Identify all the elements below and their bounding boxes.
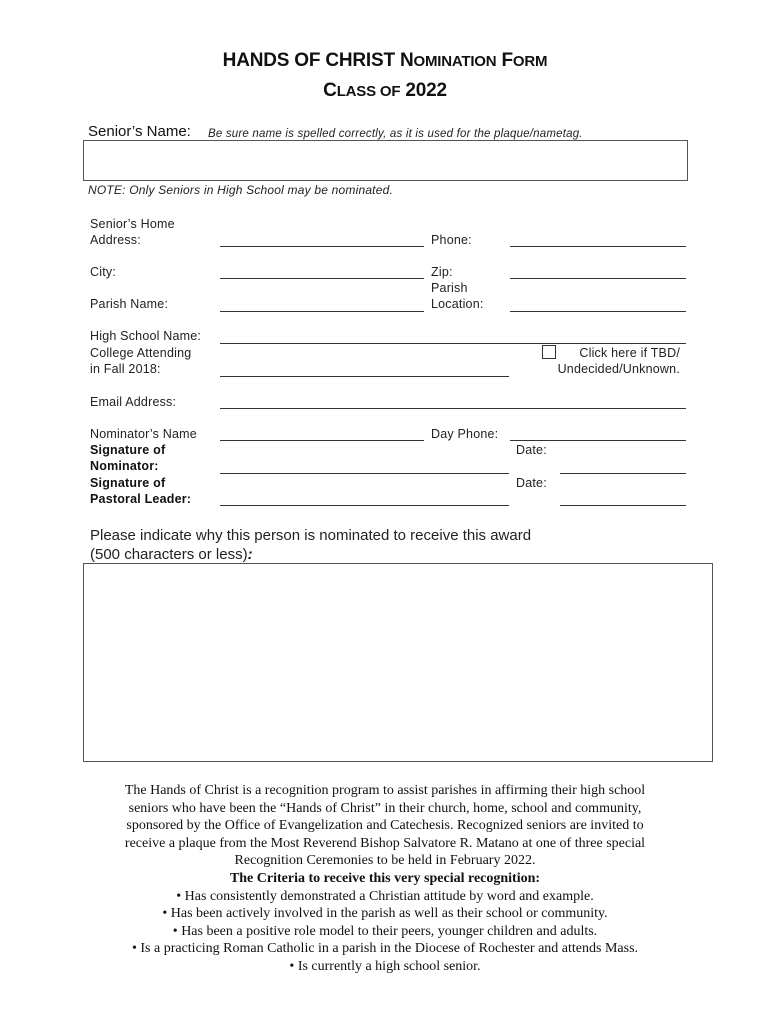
- college-field[interactable]: [220, 376, 509, 377]
- pastoral-signature-field[interactable]: [220, 505, 509, 506]
- nominator-signature-field[interactable]: [220, 473, 509, 474]
- tbd-label: Click here if TBD/ Undecided/Unknown.: [557, 346, 680, 376]
- day-phone-label: Day Phone:: [431, 427, 499, 441]
- senior-name-hint: Be sure name is spelled correctly, as it is used for the plaque/nametag.: [208, 128, 583, 140]
- college-label: College Attending in Fall 2018:: [90, 346, 192, 376]
- parish-location-field[interactable]: [510, 311, 686, 312]
- reason-prompt: Please indicate why this person is nominated to receive this award (500 characters or less):: [90, 527, 532, 563]
- email-field[interactable]: [220, 408, 686, 409]
- form-title: HANDS OF CHRIST NOMINATION FORM: [222, 50, 548, 71]
- criteria-heading: The Criteria to receive this very special recognition:: [229, 870, 541, 886]
- date-field-1[interactable]: [560, 473, 686, 474]
- high-school-label: High School Name:: [90, 329, 202, 343]
- senior-name-input[interactable]: [83, 140, 688, 181]
- home-address-field[interactable]: [220, 246, 424, 247]
- senior-name-label: Senior’s Name:: [88, 123, 191, 140]
- date-label-2: Date:: [516, 476, 547, 490]
- criteria-item: • Has consistently demonstrated a Christian attitude by word and example.: [176, 888, 594, 904]
- parish-location-label: Parish Location:: [431, 281, 484, 311]
- date-field-2[interactable]: [560, 505, 686, 506]
- high-school-field[interactable]: [220, 343, 686, 344]
- zip-field[interactable]: [510, 278, 686, 279]
- criteria-item: • Has been actively involved in the parish as well as their school or community.: [162, 906, 608, 922]
- pastoral-signature-label: Signature of Pastoral Leader:: [90, 476, 192, 506]
- day-phone-field[interactable]: [510, 440, 686, 441]
- zip-label: Zip:: [431, 265, 453, 279]
- criteria-item: • Is currently a high school senior.: [289, 958, 481, 974]
- class-year-title: CLASS OF 2022: [323, 80, 447, 101]
- reason-textarea[interactable]: [83, 563, 713, 762]
- nominator-signature-label: Signature of Nominator:: [90, 443, 166, 473]
- eligibility-note: NOTE: Only Seniors in High School may be nominated.: [88, 183, 394, 197]
- parish-name-label: Parish Name:: [90, 297, 169, 311]
- email-label: Email Address:: [90, 395, 177, 409]
- parish-name-field[interactable]: [220, 311, 424, 312]
- nominator-name-label: Nominator’s Name: [90, 427, 197, 441]
- nominator-name-field[interactable]: [220, 440, 424, 441]
- city-field[interactable]: [220, 278, 424, 279]
- criteria-item: • Has been a positive role model to their peers, younger children and adults.: [172, 923, 598, 939]
- date-label-1: Date:: [516, 443, 547, 457]
- criteria-item: • Is a practicing Roman Catholic in a parish in the Diocese of Rochester and attends Mass.: [131, 941, 639, 957]
- phone-field[interactable]: [510, 246, 686, 247]
- program-description: The Hands of Christ is a recognition program to assist parishes in affirming their high school seniors who have been the “Hands of Christ” in their church, home, school and community, sponsored by the Office of Evangelization and Catechesis. Recognized seniors are invited to receive a plaque from the Most Reverend Bishop Salvatore R. Matano at one of three special Recognition Ceremonies to be held in February 2022. The Criteria to receive this very special recognition: • Has consistently demonstrated a Christian attitude by word and example. • Has been actively involved in the parish as well as their school or community. • Has been a positive role model to their peers, younger children and adults. • Is a practicing Roman Catholic in a parish in the Diocese of Rochester and attends Mass. • Is currently a high school senior.: [80, 782, 690, 976]
- city-label: City:: [90, 265, 116, 279]
- phone-label: Phone:: [431, 233, 472, 247]
- home-address-label: Senior’s Home Address:: [90, 217, 175, 247]
